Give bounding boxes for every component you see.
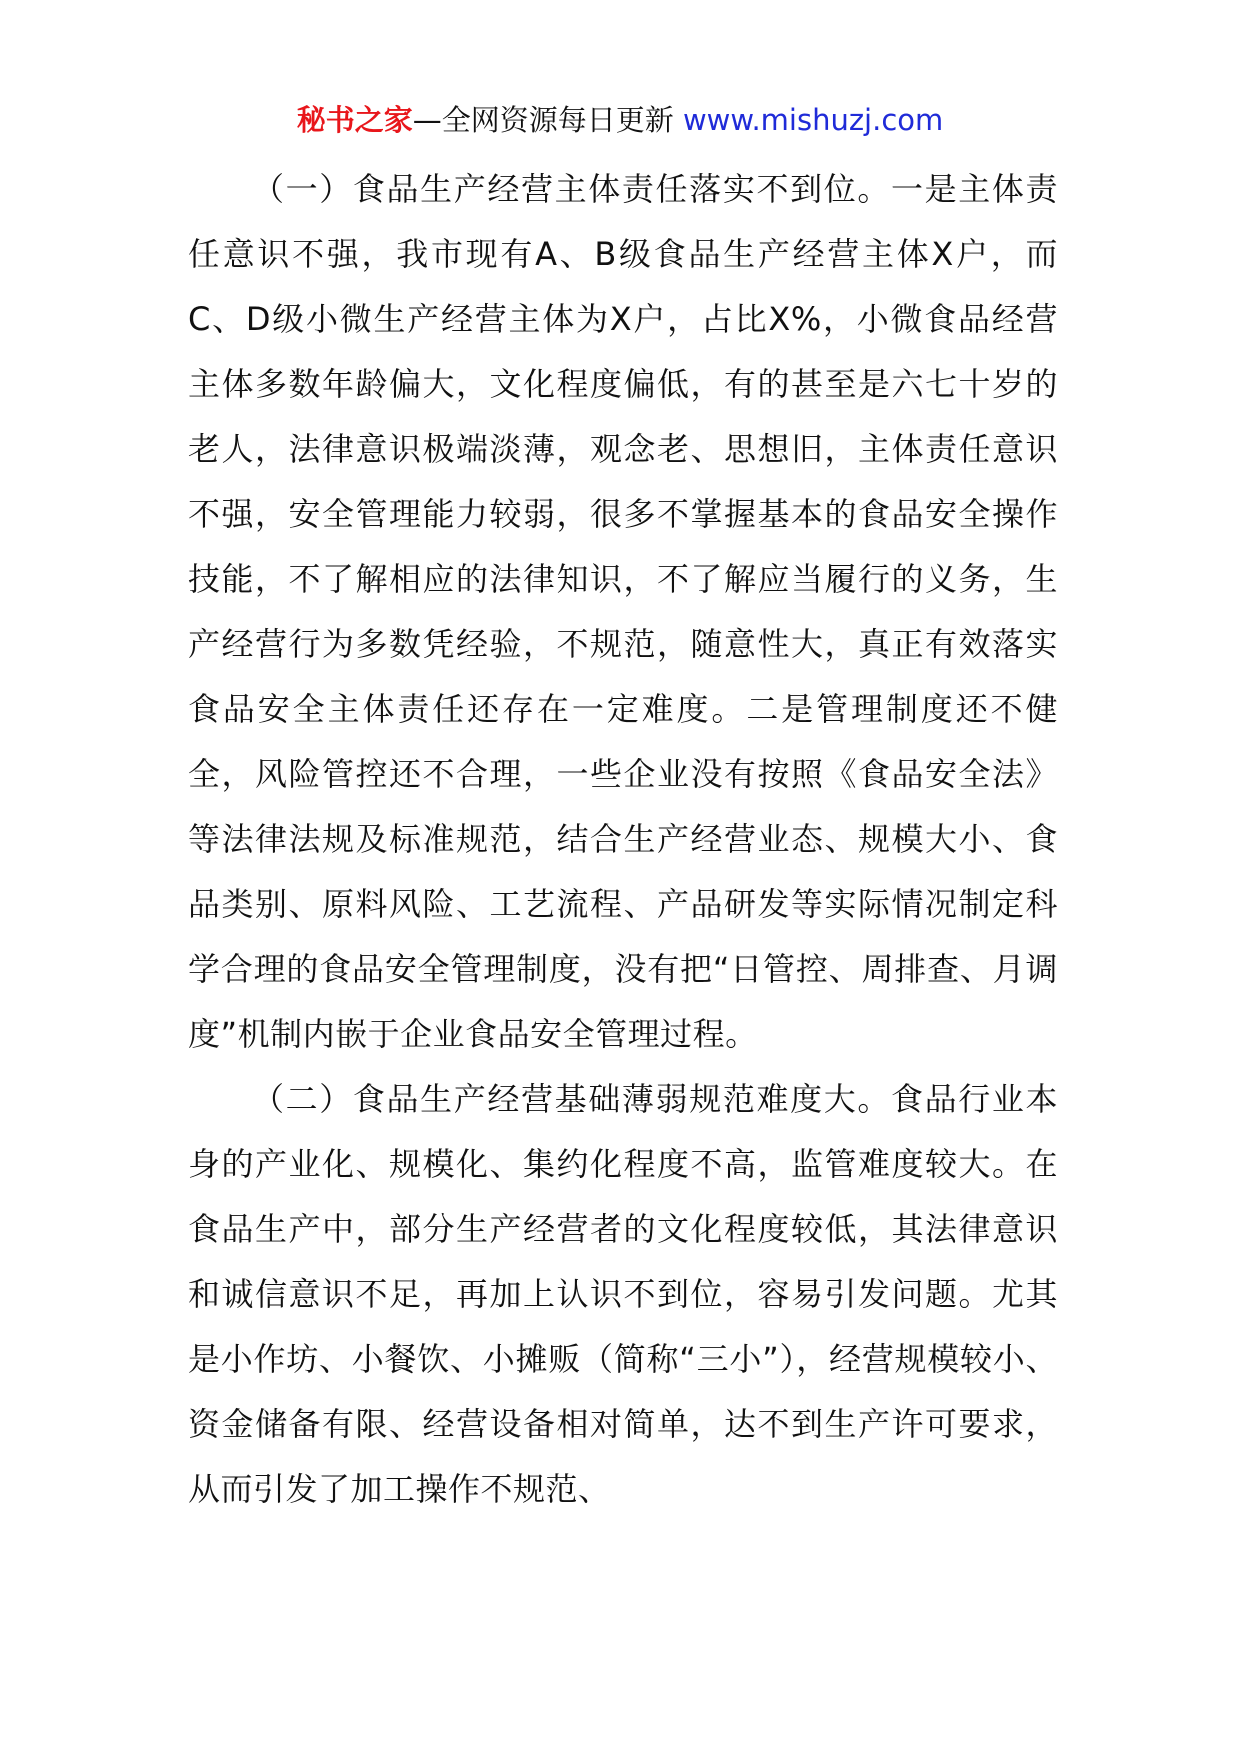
site-url[interactable]: www.mishuzj.com [682, 103, 944, 137]
page-header [0, 100, 1240, 140]
document-body [188, 157, 1058, 1522]
brand-name: 秘书之家 [296, 103, 413, 137]
header-tagline: —全网资源每日更新 [412, 103, 683, 137]
paragraph-section-2: （二）食品生产经营基础薄弱规范难度大。食品行业本身的产业化、规模化、集约化程度不高，监管难度较大。在食品生产中，部分生产经营者的文化程度较低，其法律意识和诚信意识不足，再加上认识不到位，容易引发问题。尤其是小作坊、小餐饮、小摊贩（简称“三小”），经营规模较小、资金储备有限、经营设备相对简单，达不到生产许可要求，从而引发了加工操作不规范、 [188, 1080, 1058, 1508]
paragraph-section-1: （一）食品生产经营主体责任落实不到位。一是主体责任意识不强，我市现有A、B级食品生产经营主体X户，而C、D级小微生产经营主体为X户，占比X%，小微食品经营主体多数年龄偏大，文化程度偏低，有的甚至是六七十岁的老人，法律意识极端淡薄，观念老、思想旧，主体责任意识不强，安全管理能力较弱，很多不掌握基本的食品安全操作技能，不了解相应的法律知识，不了解应当履行的义务，生产经营行为多数凭经验，不规范，随意性大，真正有效落实食品安全主体责任还存在一定难度。二是管理制度还不健全，风险管控还不合理，一些企业没有按照《食品安全法》等法律法规及标准规范，结合生产经营业态、规模大小、食品类别、原料风险、工艺流程、产品研发等实际情况制定科学合理的食品安全管理制度，没有把“日管控、周排查、月调度”机制内嵌于企业食品安全管理过程。 [188, 170, 1058, 1053]
